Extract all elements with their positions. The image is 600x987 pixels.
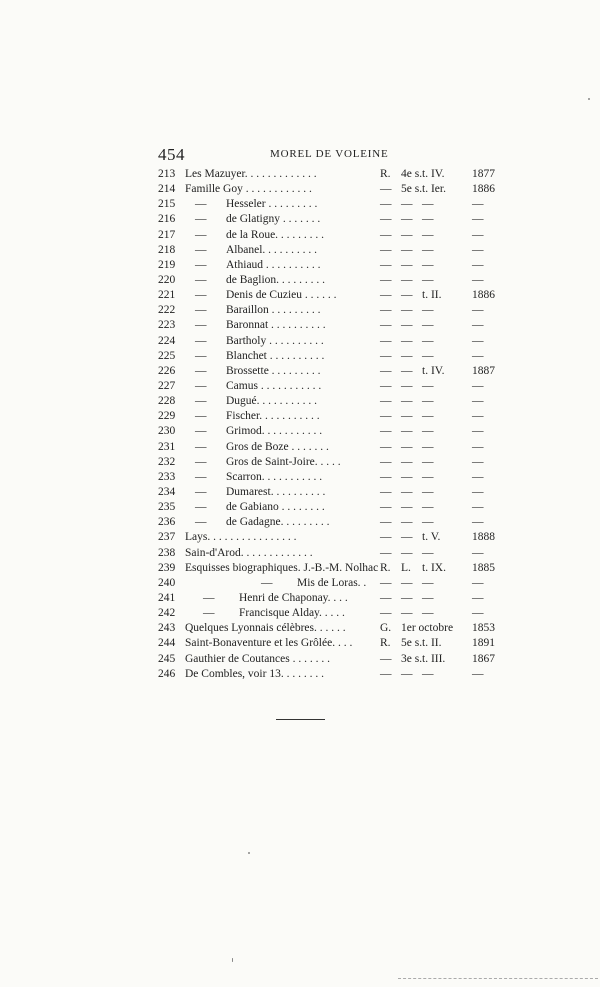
entry-title: Athiaud . . . . . . . . . . — [226, 258, 321, 271]
page-number: 454 — [158, 145, 185, 164]
entry-series: — — [380, 273, 392, 286]
entry-year: 1853 — [472, 622, 495, 635]
entry-subseries: — — [401, 501, 413, 514]
entry-year: — — [472, 455, 484, 468]
entry-year: — — [472, 440, 484, 453]
entry-row — [158, 470, 503, 485]
entry-year: — — [472, 228, 484, 241]
entry-series: — — [380, 516, 392, 529]
entry-year: — — [472, 258, 484, 271]
entry-series: — — [380, 395, 392, 408]
entry-subseries: — — [401, 607, 413, 620]
entry-volume: — — [422, 395, 434, 408]
ditto-dash: — — [195, 470, 207, 483]
entry-row — [158, 515, 503, 530]
entry-title: de Gadagne. . . . . . . . . — [226, 516, 330, 529]
entry-series: — — [380, 304, 392, 317]
entry-number: 228 — [158, 395, 176, 408]
entry-series: — — [380, 576, 392, 589]
entry-volume: — — [422, 516, 434, 529]
ditto-dash: — — [195, 289, 207, 302]
entry-row — [158, 364, 503, 379]
entry-year: 1886 — [472, 183, 495, 196]
entry-title: Camus . . . . . . . . . . . — [226, 379, 322, 392]
entry-subseries: — — [401, 319, 413, 332]
entry-year: — — [472, 591, 484, 604]
entry-series: — — [380, 198, 392, 211]
entry-year: — — [472, 273, 484, 286]
entry-title: Sain-d'Arod. . . . . . . . . . . . . — [185, 546, 313, 559]
entry-row — [158, 636, 503, 651]
entry-number: 241 — [158, 591, 176, 604]
entry-number: 245 — [158, 652, 176, 665]
entry-subseries: — — [401, 289, 413, 302]
entry-subseries: 1er octobre — [401, 622, 454, 635]
entry-row — [158, 349, 503, 364]
entry-number: 220 — [158, 273, 176, 286]
entry-number: 215 — [158, 198, 176, 211]
entry-volume: — — [422, 546, 434, 559]
entry-number: 243 — [158, 622, 176, 635]
entry-subseries: — — [401, 273, 413, 286]
entry-number: 232 — [158, 455, 176, 468]
entry-subseries: — — [401, 531, 413, 544]
entry-number: 235 — [158, 501, 176, 514]
entry-number: 237 — [158, 531, 176, 544]
entry-subseries: — — [401, 243, 413, 256]
entry-subseries: — — [401, 425, 413, 438]
entry-volume: t. Ier. — [422, 183, 446, 196]
entry-number: 219 — [158, 258, 176, 271]
entry-year: — — [472, 243, 484, 256]
entry-series: — — [380, 183, 392, 196]
entry-title: Gros de Saint-Joire. . . . . — [226, 455, 341, 468]
entry-volume: — — [422, 607, 434, 620]
entry-year: — — [472, 319, 484, 332]
page-header — [158, 145, 503, 165]
entry-volume: — — [422, 349, 434, 362]
ditto-dash: — — [195, 501, 207, 514]
entry-title: Denis de Cuzieu . . . . . . — [226, 289, 337, 302]
entry-row — [158, 379, 503, 394]
entry-year: 1886 — [472, 289, 495, 302]
entry-subseries: — — [401, 470, 413, 483]
ditto-dash: — — [195, 334, 207, 347]
entry-year: — — [472, 379, 484, 392]
entry-series: — — [380, 228, 392, 241]
entry-subseries: — — [401, 546, 413, 559]
entry-volume: t. IV. — [422, 364, 445, 377]
entry-row — [158, 424, 503, 439]
entry-year: 1877 — [472, 168, 495, 180]
ditto-dash: — — [195, 213, 207, 226]
entry-title: Hesseler . . . . . . . . . — [226, 198, 318, 211]
entry-number: 226 — [158, 364, 176, 377]
entry-row — [158, 303, 503, 318]
entry-subseries: — — [401, 334, 413, 347]
ditto-dash: — — [195, 243, 207, 256]
entry-row — [158, 455, 503, 470]
entry-series: — — [380, 485, 392, 498]
entry-title: Dugué. . . . . . . . . . . — [226, 395, 318, 408]
entry-series: — — [380, 379, 392, 392]
entry-title: Baronnat . . . . . . . . . . — [226, 319, 326, 332]
entry-number: 234 — [158, 485, 176, 498]
entry-title: de Gabiano . . . . . . . . — [226, 501, 325, 514]
entry-row — [158, 318, 503, 333]
entry-number: 246 — [158, 667, 176, 680]
entry-title: Dumarest. . . . . . . . . . — [226, 485, 326, 498]
entry-series: — — [380, 652, 392, 665]
entry-number: 236 — [158, 516, 176, 529]
entry-volume: — — [422, 470, 434, 483]
entry-year: — — [472, 334, 484, 347]
entry-year: — — [472, 516, 484, 529]
entry-subseries: — — [401, 591, 413, 604]
entry-volume: — — [422, 198, 434, 211]
entry-number: 213 — [158, 168, 176, 180]
entry-volume: — — [422, 485, 434, 498]
entry-series: — — [380, 258, 392, 271]
entry-row — [158, 212, 503, 227]
ditto-dash: — — [203, 607, 215, 620]
entry-title: Scarron. . . . . . . . . . . — [226, 470, 323, 483]
ditto-dash: — — [195, 364, 207, 377]
paper-speck — [588, 98, 590, 100]
ditto-dash: — — [261, 576, 273, 589]
entry-year: — — [472, 607, 484, 620]
entry-number: 229 — [158, 410, 176, 423]
entry-volume: — — [422, 273, 434, 286]
entry-series: — — [380, 667, 392, 680]
entry-series: — — [380, 440, 392, 453]
entry-title: Esquisses biographiques. J.-B.-M. Nolhac — [185, 561, 379, 574]
entry-row — [158, 667, 503, 682]
entry-title: Bartholy . . . . . . . . . . — [226, 334, 324, 347]
entry-volume: — — [422, 425, 434, 438]
entry-series: G. — [380, 622, 392, 635]
section-rule — [276, 719, 325, 720]
entry-title: Lays. . . . . . . . . . . . . . . . — [185, 531, 297, 544]
entry-title: de la Roue. . . . . . . . . — [226, 228, 325, 241]
entry-row — [158, 500, 503, 515]
entry-row — [158, 228, 503, 243]
entry-row — [158, 197, 503, 212]
ditto-dash: — — [195, 273, 207, 286]
entry-row — [158, 440, 503, 455]
entry-volume: t. II. — [422, 637, 442, 650]
entry-subseries: — — [401, 304, 413, 317]
entry-year: — — [472, 395, 484, 408]
ditto-dash: — — [195, 410, 207, 423]
entry-title: Albanel. . . . . . . . . . — [226, 243, 318, 256]
entry-volume: — — [422, 379, 434, 392]
entry-volume: — — [422, 410, 434, 423]
entry-row — [158, 288, 503, 303]
entry-title: de Baglion. . . . . . . . . — [226, 273, 326, 286]
entry-subseries: — — [401, 516, 413, 529]
entry-series: — — [380, 334, 392, 347]
entry-number: 224 — [158, 334, 176, 347]
entry-number: 216 — [158, 213, 176, 226]
entry-year: 1867 — [472, 652, 495, 665]
entry-title: De Combles, voir 13. . . . . . . . — [185, 667, 324, 680]
entry-title: Gros de Boze . . . . . . . — [226, 440, 329, 453]
entry-row — [158, 334, 503, 349]
entry-year: 1891 — [472, 637, 495, 650]
entry-row — [158, 409, 503, 424]
entry-subseries: — — [401, 228, 413, 241]
entry-year: — — [472, 667, 484, 680]
entry-subseries: — — [401, 213, 413, 226]
entry-number: 227 — [158, 379, 176, 392]
entry-row — [158, 652, 503, 667]
entry-subseries: — — [401, 395, 413, 408]
entry-row — [158, 546, 503, 561]
page-edge-mark — [398, 978, 598, 979]
entry-row — [158, 561, 503, 576]
entry-number: 217 — [158, 228, 176, 241]
entry-volume: t. V. — [422, 531, 441, 544]
entry-number: 239 — [158, 561, 176, 574]
entry-series: R. — [380, 637, 391, 650]
entry-subseries: — — [401, 576, 413, 589]
ditto-dash: — — [195, 485, 207, 498]
entry-row — [158, 591, 503, 606]
entry-volume: — — [422, 319, 434, 332]
entry-series: R. — [380, 561, 391, 574]
ditto-dash: — — [195, 516, 207, 529]
entry-number: 233 — [158, 470, 176, 483]
entry-title: Quelques Lyonnais célèbres. . . . . . — [185, 622, 346, 635]
entry-series: — — [380, 591, 392, 604]
ditto-dash: — — [195, 228, 207, 241]
entry-volume: t. IX. — [422, 561, 446, 574]
entry-row — [158, 576, 503, 591]
entry-subseries: 4e s. — [401, 168, 423, 180]
entry-year: — — [472, 213, 484, 226]
entry-volume: — — [422, 667, 434, 680]
entry-year: — — [472, 304, 484, 317]
entry-year: — — [472, 546, 484, 559]
entry-series: — — [380, 607, 392, 620]
entry-subseries: — — [401, 198, 413, 211]
entry-volume: t. II. — [422, 289, 442, 302]
entry-series: — — [380, 470, 392, 483]
ditto-dash: — — [195, 349, 207, 362]
entry-year: — — [472, 425, 484, 438]
entry-row — [158, 485, 503, 500]
entry-volume: — — [422, 501, 434, 514]
entry-year: 1887 — [472, 364, 495, 377]
entry-subseries: — — [401, 258, 413, 271]
entry-volume: — — [422, 243, 434, 256]
entry-volume: — — [422, 304, 434, 317]
entry-row — [158, 530, 503, 545]
entry-subseries: — — [401, 410, 413, 423]
ditto-dash: — — [195, 258, 207, 271]
ditto-dash: — — [195, 379, 207, 392]
entry-year: — — [472, 349, 484, 362]
entry-volume: — — [422, 228, 434, 241]
bibliography-list — [158, 167, 503, 682]
ditto-dash: — — [195, 319, 207, 332]
entry-series: — — [380, 531, 392, 544]
ditto-dash: — — [195, 198, 207, 211]
entry-title: Baraillon . . . . . . . . . — [226, 304, 321, 317]
entry-row — [158, 273, 503, 288]
entry-volume: — — [422, 213, 434, 226]
entry-year: 1885 — [472, 561, 495, 574]
entry-title: Brossette . . . . . . . . . — [226, 364, 321, 377]
entry-number: 231 — [158, 440, 176, 453]
entry-title: Gauthier de Coutances . . . . . . . — [185, 652, 330, 665]
entry-year: — — [472, 410, 484, 423]
entry-number: 214 — [158, 183, 176, 196]
entry-title: Fischer. . . . . . . . . . . — [226, 410, 320, 423]
entry-number: 225 — [158, 349, 176, 362]
entry-subseries: — — [401, 667, 413, 680]
entry-volume: — — [422, 576, 434, 589]
entry-subseries: — — [401, 349, 413, 362]
entry-year: — — [472, 485, 484, 498]
ditto-dash: — — [203, 591, 215, 604]
entry-number: 230 — [158, 425, 176, 438]
entry-year: — — [472, 501, 484, 514]
ditto-dash: — — [195, 440, 207, 453]
entry-series: — — [380, 425, 392, 438]
entry-number: 221 — [158, 289, 176, 302]
entry-subseries: 5e s. — [401, 637, 423, 650]
ditto-dash: — — [195, 455, 207, 468]
entry-series: — — [380, 410, 392, 423]
entry-volume: — — [422, 334, 434, 347]
entry-subseries: — — [401, 485, 413, 498]
entry-title: Francisque Alday. . . . . — [239, 607, 345, 620]
entry-volume: — — [422, 258, 434, 271]
entry-number: 223 — [158, 319, 176, 332]
entry-row — [158, 182, 503, 197]
entry-number: 222 — [158, 304, 176, 317]
entry-volume: t. IV. — [422, 168, 445, 180]
entry-volume: — — [422, 591, 434, 604]
entry-row — [158, 394, 503, 409]
entry-year: — — [472, 576, 484, 589]
entry-subseries: — — [401, 364, 413, 377]
entry-number: 242 — [158, 607, 176, 620]
paper-speck — [248, 852, 250, 854]
entry-year: — — [472, 198, 484, 211]
entry-number: 244 — [158, 637, 176, 650]
paper-speck — [232, 958, 233, 962]
entry-series: — — [380, 501, 392, 514]
entry-year: — — [472, 470, 484, 483]
entry-title: Henri de Chaponay. . . . — [239, 591, 348, 604]
entry-subseries: 3e s. — [401, 652, 423, 665]
entry-title: Les Mazuyer. . . . . . . . . . . . . — [185, 168, 317, 180]
entry-subseries: — — [401, 379, 413, 392]
entry-number: 240 — [158, 576, 176, 589]
entry-series: — — [380, 349, 392, 362]
entry-row — [158, 243, 503, 258]
entry-subseries: 5e s. — [401, 183, 423, 196]
entry-series: — — [380, 546, 392, 559]
entry-series: R. — [380, 168, 391, 180]
entry-title: Famille Goy . . . . . . . . . . . . — [185, 183, 312, 196]
entry-title: Mis de Loras. . — [297, 576, 367, 589]
entry-number: 238 — [158, 546, 176, 559]
entry-title: de Glatigny . . . . . . . — [226, 213, 321, 226]
entry-row — [158, 606, 503, 621]
ditto-dash: — — [195, 304, 207, 317]
entry-row — [158, 621, 503, 636]
entry-volume: t. III. — [422, 652, 446, 665]
entry-row — [158, 167, 503, 182]
ditto-dash: — — [195, 395, 207, 408]
entry-subseries: — — [401, 440, 413, 453]
entry-volume: — — [422, 455, 434, 468]
entry-row — [158, 258, 503, 273]
entry-number: 218 — [158, 243, 176, 256]
entry-year: 1888 — [472, 531, 495, 544]
running-title: MOREL DE VOLEINE — [270, 148, 389, 160]
entry-title: Blanchet . . . . . . . . . . — [226, 349, 325, 362]
entry-series: — — [380, 243, 392, 256]
entry-title: Grimod. . . . . . . . . . . — [226, 425, 323, 438]
entry-series: — — [380, 213, 392, 226]
entry-title: Saint-Bonaventure et les Grôlée. . . . — [185, 637, 353, 650]
entry-volume: — — [422, 440, 434, 453]
entry-series: — — [380, 455, 392, 468]
entry-subseries: L. — [401, 561, 411, 574]
entry-series: — — [380, 364, 392, 377]
entry-subseries: — — [401, 455, 413, 468]
entry-series: — — [380, 289, 392, 302]
entry-series: — — [380, 319, 392, 332]
ditto-dash: — — [195, 425, 207, 438]
